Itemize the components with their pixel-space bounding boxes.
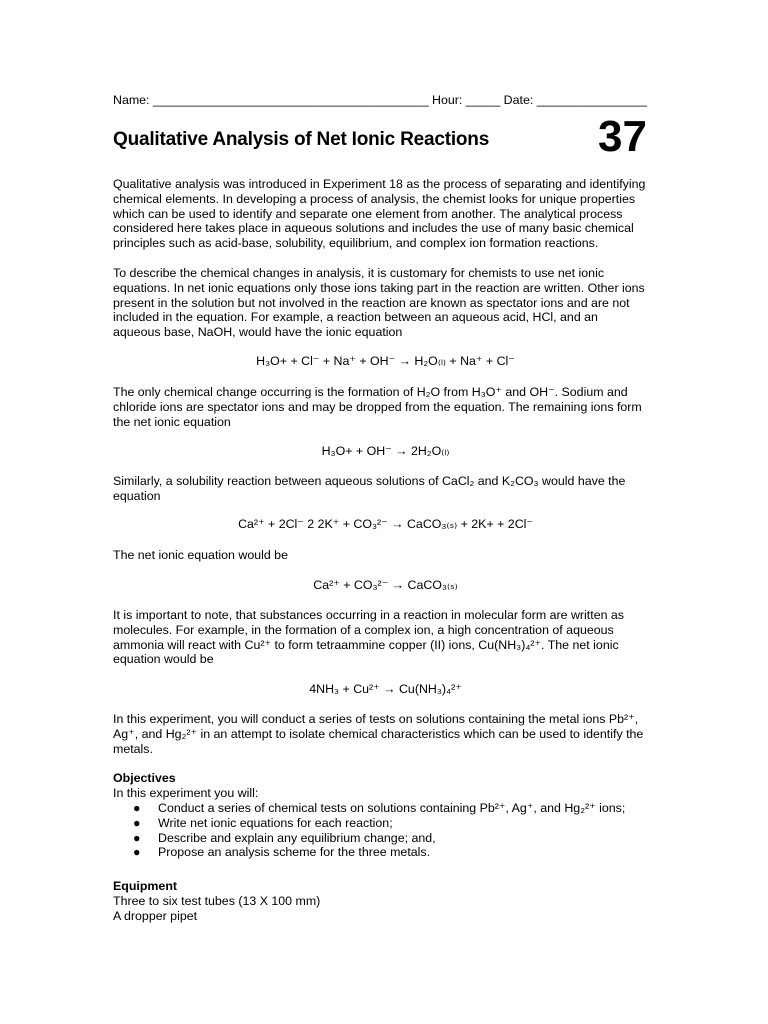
equipment-item: Three to six test tubes (13 X 100 mm) [113, 894, 321, 908]
text-line: which can be used to identify and separate one element from another. The analytical process [113, 206, 623, 221]
text-line: It is important to note, that substances occurring in a reaction in molecular form are written as [113, 608, 625, 622]
text-line: equations. In net ionic equations only those ions taking part in the reaction are written. Other ions [113, 280, 645, 295]
text-line: ammonia will react with Cu²⁺ to form tetraammine copper (II) ions, Cu(NH₃)₄²⁺. The net ionic [113, 637, 619, 652]
list-item: ● Propose an analysis scheme for the three metals. [133, 845, 431, 860]
complex-ion-paragraph [113, 608, 653, 667]
text-line: present in the solution but not involved in the reaction are known as spectator ions and are not [113, 295, 630, 310]
text-line: aqueous base, NaOH, would have the ionic equation [113, 325, 403, 340]
text-line: included in the equation. For example, a reaction between an aqueous acid, HCl, and an [113, 310, 598, 325]
text-line: metals. [113, 741, 153, 756]
text-line: Similarly, a solubility reaction between aqueous solutions of CaCl₂ and K₂CO₃ would have the [113, 474, 626, 488]
solubility-paragraph [113, 474, 653, 504]
equation-4: Ca²⁺ + CO₃²⁻ → CaCO₃₍ₛ₎ [313, 578, 458, 592]
experiment-number: 37 [598, 112, 647, 161]
intro-paragraph [113, 177, 653, 251]
equipment-heading: Equipment [113, 879, 178, 893]
spectator-paragraph [113, 385, 653, 429]
bullet-icon: ● [133, 830, 141, 845]
text-line: chloride ions are spectator ions and may be dropped from the equation. The remaining ions form [113, 399, 642, 414]
text-line: Qualitative analysis was introduced in Experiment 18 as the process of separating and identifying [113, 177, 646, 191]
list-item: ● Describe and explain any equilibrium change; and, [133, 830, 436, 845]
list-item: ● Write net ionic equations for each reaction; [133, 815, 393, 830]
equipment-item: A dropper pipet [113, 909, 198, 923]
bullet-icon: ● [133, 801, 141, 815]
text-line: To describe the chemical changes in analysis, it is customary for chemists to use net ionic [113, 266, 605, 280]
text-line: molecules. For example, in the formation of a complex ion, a high concentration of aqueous [113, 622, 614, 637]
list-item: ● Conduct a series of chemical tests on solutions containing Pb²⁺, Ag⁺, and Hg₂²⁺ ions; [133, 801, 626, 815]
objectives-list [113, 801, 625, 860]
bullet-icon: ● [133, 815, 141, 830]
net-ionic-intro-line: The net ionic equation would be [113, 548, 288, 562]
page-title: Qualitative Analysis of Net Ionic Reactions [113, 129, 490, 150]
experiment-paragraph [113, 712, 653, 756]
text-line: The only chemical change occurring is the formation of H₂O from H₃O⁺ and OH⁻. Sodium and [113, 385, 628, 399]
text-line: considered here takes place in aqueous solutions and includes the use of many basic chemical [113, 221, 634, 236]
text-line: equation would be [113, 652, 214, 667]
name-hour-date-line: Name: ________________________________________ Hour: _____ Date: ________________ [113, 93, 647, 107]
equation-1: H₃O+ + Cl⁻ + Na⁺ + OH⁻ → H₂O₍ₗ₎ + Na⁺ + Cl⁻ [256, 354, 515, 368]
net-ionic-paragraph [113, 266, 653, 340]
text-line: Ag⁺, and Hg₂²⁺ in an attempt to isolate chemical characteristics which can be used to identify the [113, 726, 644, 741]
text-line: In this experiment, you will conduct a series of tests on solutions containing the metal ions Pb²⁺, [113, 712, 639, 726]
bullet-icon: ● [133, 845, 141, 860]
objectives-intro: In this experiment you will: [113, 786, 259, 800]
objectives-heading: Objectives [113, 771, 176, 785]
equation-2: H₃O+ + OH⁻ → 2H₂O₍ₗ₎ [321, 444, 450, 458]
text-line: the net ionic equation [113, 414, 231, 429]
equation-3: Ca²⁺ + 2Cl⁻ 2 2K⁺ + CO₃²⁻ → CaCO₃₍ₛ₎ + 2K+ + 2Cl⁻ [238, 517, 533, 531]
text-line: principles such as acid-base, solubility, equilibrium, and complex ion formation reactions. [113, 236, 599, 251]
text-line: equation [113, 488, 161, 503]
text-line: chemical elements. In developing a process of analysis, the chemist looks for unique properties [113, 191, 636, 206]
equation-5: 4NH₃ + Cu²⁺ → Cu(NH₃)₄²⁺ [309, 682, 462, 696]
